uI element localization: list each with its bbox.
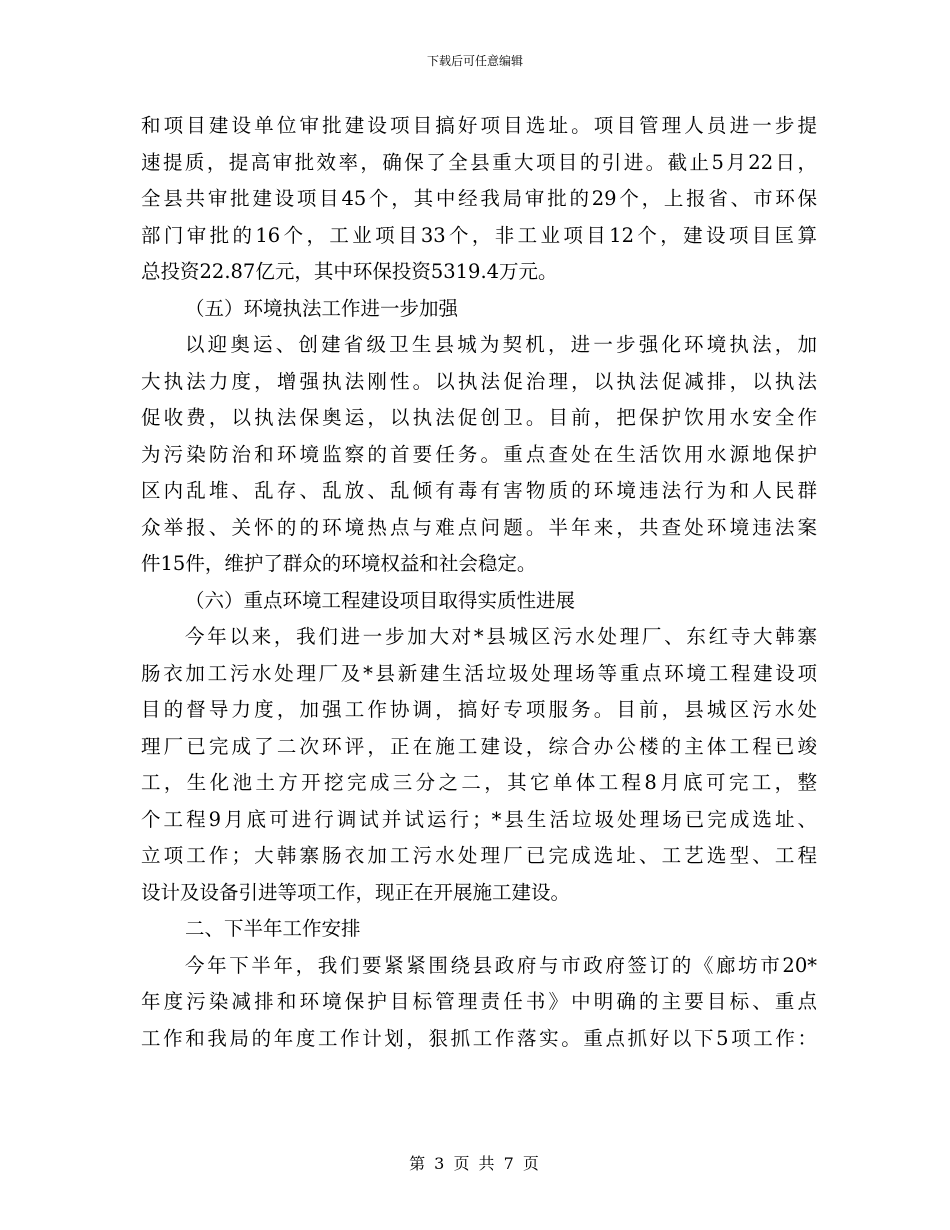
text-line: 件15件，维护了群众的环境权益和社会稳定。 [141,552,537,575]
page-header-note: 下载后可任意编辑 [426,54,523,68]
text-line: 工，生化池土方开挖完成三分之二，其它单体工程8月底可完工，整 [141,771,817,794]
text-line: 速提质，提高审批效率，确保了全县重大项目的引进。截止5月22日， [141,150,817,174]
text-line: 立项工作；大韩寨肠衣加工污水处理厂已完成选址、工艺选型、工程 [141,844,817,867]
text-line: （五）环境执法工作进一步加强 [185,296,459,320]
text-line: 区内乱堆、乱存、乱放、乱倾有毒有害物质的环境违法行为和人民群 [141,479,817,502]
text-line: （六）重点环境工程建设项目取得实质性进展 [185,588,576,612]
document-body [141,108,817,1057]
text-line: 促收费，以执法保奥运，以执法促创卫。目前，把保护饮用水安全作 [141,406,817,429]
text-line: 众举报、关怀的的环境热点与难点问题。半年来，共查处环境违法案 [141,515,817,539]
page-footer: 第 3 页 共 7 页 [409,1154,541,1173]
text-line: 年度污染减排和环境保护目标管理责任书》中明确的主要目标、重点 [141,990,817,1013]
text-line: 和项目建设单位审批建设项目搞好项目选址。项目管理人员进一步提 [141,114,817,137]
text-line: 今年下半年，我们要紧紧围绕县政府与市政府签订的《廊坊市20* [185,953,817,977]
text-line: 工作和我局的年度工作计划，狠抓工作落实。重点抓好以下5项工作： [141,1026,817,1050]
text-line: 部门审批的16个，工业项目33个，非工业项目12个，建设项目匡算 [141,223,817,247]
text-line: 个工程9月底可进行调试并试运行；*县生活垃圾处理场已完成选址、 [141,807,817,831]
text-line: 肠衣加工污水处理厂及*县新建生活垃圾处理场等重点环境工程建设项 [141,661,817,685]
text-line: 为污染防治和环境监察的首要任务。重点查处在生活饮用水源地保护 [141,442,817,466]
text-line: 大执法力度，增强执法刚性。以执法促治理，以执法促减排，以执法 [141,369,817,393]
text-line: 目的督导力度，加强工作协调，搞好专项服务。目前，县城区污水处 [141,698,817,721]
text-line: 今年以来，我们进一步加大对*县城区污水处理厂、东红寺大韩寨 [185,625,817,648]
text-line: 全县共审批建设项目45个，其中经我局审批的29个，上报省、市环保 [141,187,817,210]
text-line: 设计及设备引进等项工作，现正在开展施工建设。 [141,880,571,904]
text-line: 以迎奥运、创建省级卫生县城为契机，进一步强化环境执法，加 [185,333,817,356]
text-line: 理厂已完成了二次环评，正在施工建设，综合办公楼的主体工程已竣 [141,734,817,758]
text-line: 二、下半年工作安排 [185,917,361,940]
text-line: 总投资22.87亿元，其中环保投资5319.4万元。 [141,260,558,283]
